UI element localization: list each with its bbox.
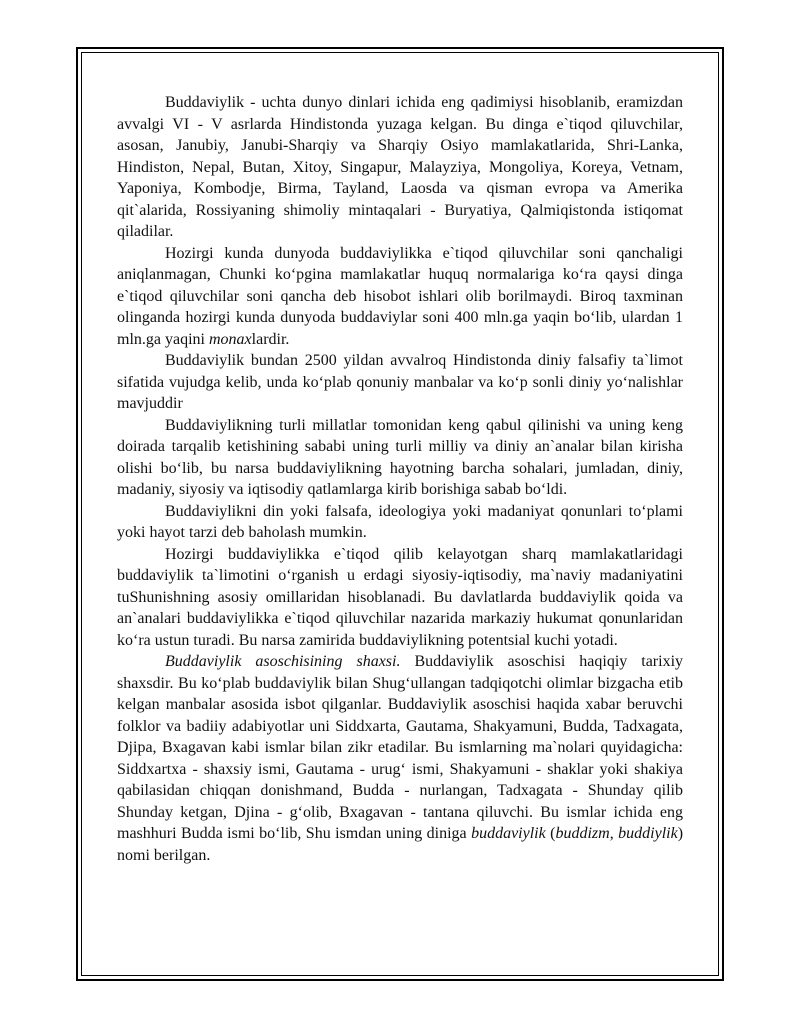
section-heading: Buddaviylik asoschisining shaxsi. (165, 653, 401, 670)
paragraph-1: Buddaviylik - uchta dunyo dinlari ichida eng qadimiysi hisoblanib, eramizdan avvalgi VI - V asrlarda Hindistonda yuzaga kelgan. Bu dinga e`tiqod qiluvchilar, asosan, Janubiy, Janubi-Sharqiy va Sharqiy Osiyo mamlakatlarida, Shri-Lanka, Hindiston, Nepal, Butan, Xitoy, Singapur, Malayziya, Mongoliya, Koreya, Vetnam, Yaponiya, Kombodje, Birma, Tayland, Laosda va qisman evropa va Amerika qit`alarida, Rossiyaning shimoliy mintaqalari - Buryatiya, Qalmiqistonda istiqomat qiladilar. (117, 94, 683, 240)
paragraph-5: Buddaviylikni din yoki falsafa, ideologiya yoki madaniyat qonunlari to‘plami yoki hayot tarzi deb baholash mumkin. (117, 502, 683, 541)
paragraph-2: Hozirgi kunda dunyoda buddaviylikka e`tiqod qiluvchilar soni qanchaligi aniqlanmagan, Chunki ko‘pgina mamlakatlar huquq normalariga ko‘ra qaysi dinga e`tiqod qiluvchilar soni qancha deb hisobot ishlari olib borilmaydi. Biroq taxminan olinganda hozirgi kunda dunyoda buddaviylar soni 400 mln.ga yaqin bo‘lib, ulardan 1 mln.ga yaqini monaxlardir. (117, 244, 683, 348)
paragraph-7: Buddaviylik asoschisining shaxsi. Buddaviylik asoschisi haqiqiy tarixiy shaxsdir. Bu ko‘plab buddaviylik bilan Shug‘ullangan tadqiqotchi olimlar bizgacha etib kelgan manbalar asosida isbot qilganlar. Buddaviylik asoschisi haqida xabar beruvchi folklor va badiiy adabiyotlar uni Siddxarta, Gautama, Shakyamuni, Budda, Tadxagata, Djipa, Bxagavan kabi ismlar bilan zikr etadilar. Bu ismlarning ma`nolari quyidagicha: Siddxartxa - shaxsiy ismi, Gautama - urug‘ ismi, Shakyamuni - shaklar yoki shakiya qabilasidan chiqqan donishmand, Budda - nurlangan, Tadxagata - Shunday qilib Shunday ketgan, Djina - g‘olib, Bxagavan - tantana qiluvchi. Bu ismlar ichida eng mashhuri Budda ismi bo‘lib, Shu ismdan uning diniga buddaviylik (buddizm, buddiylik) nomi berilgan. (117, 653, 684, 864)
paragraph-4: Buddaviylikning turli millatlar tomonidan keng qabul qilinishi va uning keng doirada tarqalib ketishining sababi uning turli milliy va diniy an`analar bilan kirisha olishi bo‘lib, bu narsa buddaviylikning hayotning barcha sohalari, jumladan, diniy, madaniy, siyosiy va iqtisodiy qatlamlarga kirib borishiga sabab bo‘ldi. (117, 416, 683, 498)
paragraph-6: Hozirgi buddaviylikka e`tiqod qilib kelayotgan sharq mamlakatlaridagi buddaviylik ta`limotini o‘rganish u erdagi siyosiy-iqtisodiy, ma`naviy madaniyatini tuShunishning asosiy omillaridan hisoblanadi. Bu davlatlarda buddaviylik qoida va an`analari buddaviylikka e`tiqod qiluvchilar nazarida markaziy hukumat qonunlaridan ko‘ra ustun turadi. Bu narsa zamirida buddaviylikning potentsial kuchi yotadi. (117, 545, 683, 649)
paragraph-3: Buddaviylik bundan 2500 yildan avvalroq Hindistonda diniy falsafiy ta`limot sifatida vujudga kelib, unda ko‘plab qonuniy manbalar va ko‘p sonli diniy yo‘nalishlar mavjuddir (117, 352, 683, 412)
document-body (117, 92, 683, 866)
